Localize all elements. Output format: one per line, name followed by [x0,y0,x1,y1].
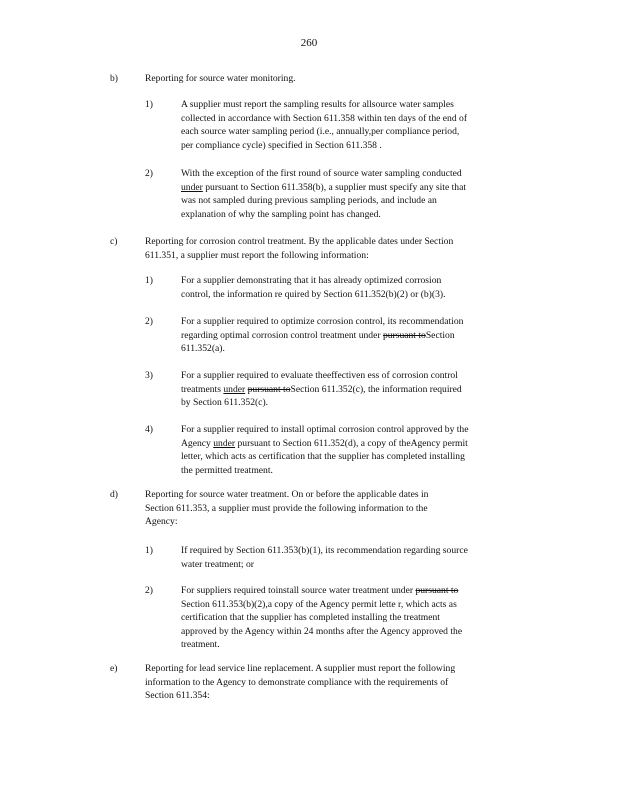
text-line: Section 611.354: [145,690,210,702]
text-line [181,167,541,181]
text-run: by Section 611.352(c). [181,397,269,409]
text-line [181,598,541,612]
text-run: With the exception of the first round of source water sampling conducted [181,168,462,179]
section-heading [145,488,535,529]
text-line [181,544,541,558]
text-line [181,450,541,464]
section-letter: d) [110,489,118,500]
item-text [181,423,541,477]
text-run: Section [425,329,455,341]
text-line [181,638,541,652]
item-number: 1) [145,275,153,286]
item-text [181,369,541,410]
text-line: information to the Agency to demonstrate compliance with the requirements of [145,676,449,688]
text-run: For a supplier required to install optimal corrosion control approved by the [181,424,469,435]
text-run: explanation of why the sampling point has changed. [181,208,381,220]
text-line: 611.351, a supplier must report the following information: [145,249,369,261]
text-line [181,181,541,195]
text-line [181,464,541,478]
text-line [181,112,541,126]
text-line [181,396,541,410]
text-line [181,369,541,383]
text-line [181,342,541,356]
text-run: pursuant to Section 611.358(b), a supplier must specify any site that [202,181,467,193]
text-run: A supplier must report the sampling results for allsource water samples [181,99,454,110]
text-run: If required by Section 611.353(b)(1), its recommendation regarding source [181,545,468,556]
item-text [181,274,541,301]
text-line: Section 611.353, a supplier must provide the following information to the [145,502,428,514]
text-line [181,611,541,625]
text-line [181,625,541,639]
text-run: pursuant to Section 611.352(d), a copy of theAgency permit [235,437,468,449]
inserted-text: under [213,437,236,449]
text-run: treatments [181,383,224,395]
text-line [181,584,541,598]
text-line [181,558,541,572]
text-run: For a supplier required to evaluate theeffectiven ess of corrosion control [181,370,458,381]
inserted-text: under [223,383,246,395]
text-run: treatment. [181,639,220,651]
item-text [181,167,541,221]
text-line [181,383,541,397]
text-run: regarding optimal corrosion control treatment under [181,329,383,341]
section-letter: b) [110,73,118,84]
text-line [181,315,541,329]
text-line: Agency: [145,516,178,528]
text-line: Reporting for corrosion control treatment. By the applicable dates under Section [145,236,454,247]
text-run: Section 611.353(b)(2),a copy of the Agency permit lette r, which acts as [181,598,457,610]
text-run: approved by the Agency within 24 months after the Agency approved the [181,625,463,637]
deleted-text: pursuant to [415,585,459,596]
text-run: Section 611.352(c), the information required [290,383,462,395]
text-run: was not sampled during previous sampling periods, and include an [181,195,437,207]
text-run: water treatment; or [181,558,254,570]
text-line: Reporting for source water treatment. On or before the applicable dates in [145,489,429,500]
text-line [181,139,541,153]
text-run: For suppliers required toinstall source water treatment under [181,585,416,596]
text-run: 611.352(a). [181,343,225,355]
section-heading [145,662,535,703]
item-text [181,544,541,571]
section-heading [145,72,535,86]
item-number: 1) [145,99,153,110]
text-run: the permitted treatment. [181,464,273,476]
deleted-text: pursuant to [382,329,426,341]
text-run: For a supplier required to optimize corrosion control, its recommendation [181,316,464,327]
text-line [181,274,541,288]
text-run: letter, which acts as certification that the supplier has completed installing [181,451,465,463]
text-line [181,329,541,343]
text-run: each source water sampling period (i.e., annually,per compliance period, [181,126,460,138]
text-line [181,423,541,437]
text-run: Agency [181,437,214,449]
item-text [181,98,541,152]
item-text [181,315,541,356]
text-run: certification that the supplier has completed installing the treatment [181,612,440,624]
item-number: 2) [145,585,153,596]
text-line [181,125,541,139]
page-number: 260 [300,37,318,49]
section-letter: c) [110,236,118,247]
section-letter: e) [110,663,118,674]
text-line [181,288,541,302]
text-line [181,437,541,451]
section-heading [145,235,535,262]
item-number: 2) [145,316,153,327]
text-line [181,194,541,208]
item-number: 1) [145,545,153,556]
text-run: collected in accordance with Section 611.358 within ten days of the end of [181,112,468,124]
item-number: 2) [145,168,153,179]
item-number: 3) [145,370,153,381]
item-text [181,584,541,652]
text-line: Reporting for lead service line replacement. A supplier must report the following [145,663,456,674]
text-line [181,98,541,112]
text-run: For a supplier demonstrating that it has already optimized corrosion [181,275,442,286]
text-line: Reporting for source water monitoring. [145,73,296,84]
text-run: per compliance cycle) specified in Section 611.358 . [181,139,382,151]
text-line [181,208,541,222]
inserted-text: under [181,181,203,193]
text-run: control, the information re quired by Section 611.352(b)(2) or (b)(3). [181,288,446,300]
deleted-text: pursuant to [247,383,291,395]
item-number: 4) [145,424,153,435]
